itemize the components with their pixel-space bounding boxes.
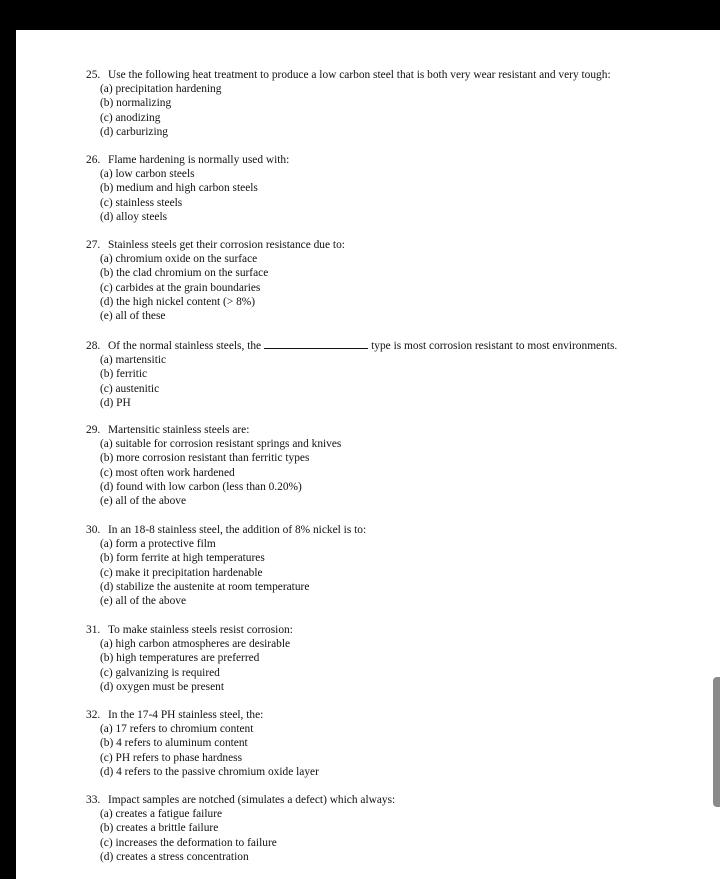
question-stem (86, 238, 706, 252)
question-number: 31. (86, 624, 101, 636)
options-list (86, 437, 706, 508)
option-a: (a) suitable for corrosion resistant springs and knives (100, 438, 342, 451)
option-a: (a) high carbon atmospheres are desirable (100, 638, 291, 651)
option-b: (b) medium and high carbon steels (100, 182, 258, 195)
options-list (86, 722, 706, 779)
answer-blank (264, 338, 368, 349)
question-number: 32. (86, 709, 101, 721)
options-list (86, 167, 706, 224)
option-d: (d) 4 refers to the passive chromium oxide layer (100, 765, 319, 778)
question-text: Martensitic stainless steels are: (108, 424, 250, 436)
options-list (86, 82, 706, 139)
option-d: (d) found with low carbon (less than 0.20%) (100, 480, 302, 493)
option-b: (b) form ferrite at high temperatures (100, 552, 265, 565)
option-c: (c) carbides at the grain boundaries (100, 281, 261, 294)
document-page (16, 30, 720, 879)
question-text: Use the following heat treatment to produce a low carbon steel that is both very wear resistant and very tough: (108, 69, 611, 81)
option-b: (b) more corrosion resistant than ferritic types (100, 452, 310, 465)
option-b: (b) normalizing (100, 97, 172, 110)
option-a: (a) precipitation hardening (100, 83, 222, 96)
question-number: 27. (86, 239, 101, 251)
option-c: (c) PH refers to phase hardness (100, 751, 243, 764)
question-number: 25. (86, 69, 101, 81)
question-text: To make stainless steels resist corrosion: (108, 624, 293, 636)
question-stem (86, 68, 706, 82)
option-a: (a) chromium oxide on the surface (100, 253, 258, 266)
option-e: (e) all of these (100, 310, 166, 323)
question-33 (86, 793, 706, 864)
question-number: 28. (86, 340, 101, 352)
option-c: (c) make it precipitation hardenable (100, 566, 263, 579)
question-stem (86, 708, 706, 722)
option-e: (e) all of the above (100, 595, 187, 608)
option-a: (a) form a protective film (100, 538, 216, 551)
question-stem (86, 423, 706, 437)
question-text: In the 17-4 PH stainless steel, the: (108, 709, 264, 721)
question-text-before-blank: Of the normal stainless steels, the (108, 340, 262, 352)
question-stem (86, 153, 706, 167)
option-b: (b) high temperatures are preferred (100, 652, 260, 665)
question-31 (86, 623, 706, 694)
question-26 (86, 153, 706, 224)
options-list (86, 807, 706, 864)
question-text: Flame hardening is normally used with: (108, 154, 290, 166)
options-list (86, 537, 706, 608)
question-29 (86, 423, 706, 508)
option-d: (d) the high nickel content (> 8%) (100, 295, 256, 308)
options-list (86, 252, 706, 323)
option-d: (d) creates a stress concentration (100, 850, 249, 863)
question-28 (86, 338, 706, 410)
option-b: (b) creates a brittle failure (100, 822, 219, 835)
option-c: (c) stainless steels (100, 196, 183, 209)
question-30 (86, 523, 706, 608)
scrollbar-handle[interactable] (713, 677, 720, 807)
option-c: (c) increases the deformation to failure (100, 836, 277, 849)
question-text-after-blank: type is most corrosion resistant to most environments. (371, 340, 618, 352)
question-text: In an 18-8 stainless steel, the addition of 8% nickel is to: (108, 524, 367, 536)
options-list (86, 353, 706, 410)
option-d: (d) carburizing (100, 125, 168, 138)
question-stem (86, 623, 706, 637)
question-number: 30. (86, 524, 101, 536)
option-b: (b) 4 refers to aluminum content (100, 737, 248, 750)
option-d: (d) stabilize the austenite at room temperature (100, 580, 310, 593)
question-stem (86, 793, 706, 807)
option-d: (d) alloy steels (100, 210, 168, 223)
option-d: (d) oxygen must be present (100, 680, 225, 693)
option-a: (a) low carbon steels (100, 168, 195, 181)
options-list (86, 637, 706, 694)
option-a: (a) martensitic (100, 354, 167, 367)
option-c: (c) austenitic (100, 382, 160, 395)
question-text: Stainless steels get their corrosion resistance due to: (108, 239, 345, 251)
option-b: (b) the clad chromium on the surface (100, 267, 269, 280)
question-32 (86, 708, 706, 779)
option-b: (b) ferritic (100, 368, 148, 381)
option-a: (a) creates a fatigue failure (100, 808, 223, 821)
option-a: (a) 17 refers to chromium content (100, 723, 254, 736)
option-c: (c) galvanizing is required (100, 666, 220, 679)
option-e: (e) all of the above (100, 495, 187, 508)
option-d: (d) PH (100, 396, 131, 409)
question-27 (86, 238, 706, 323)
question-text: Impact samples are notched (simulates a defect) which always: (108, 794, 396, 806)
question-number: 26. (86, 154, 101, 166)
question-number: 33. (86, 794, 101, 806)
question-stem (86, 523, 706, 537)
question-stem (86, 338, 706, 353)
question-number: 29. (86, 424, 101, 436)
option-c: (c) anodizing (100, 111, 161, 124)
question-25 (86, 68, 706, 139)
option-c: (c) most often work hardened (100, 466, 235, 479)
